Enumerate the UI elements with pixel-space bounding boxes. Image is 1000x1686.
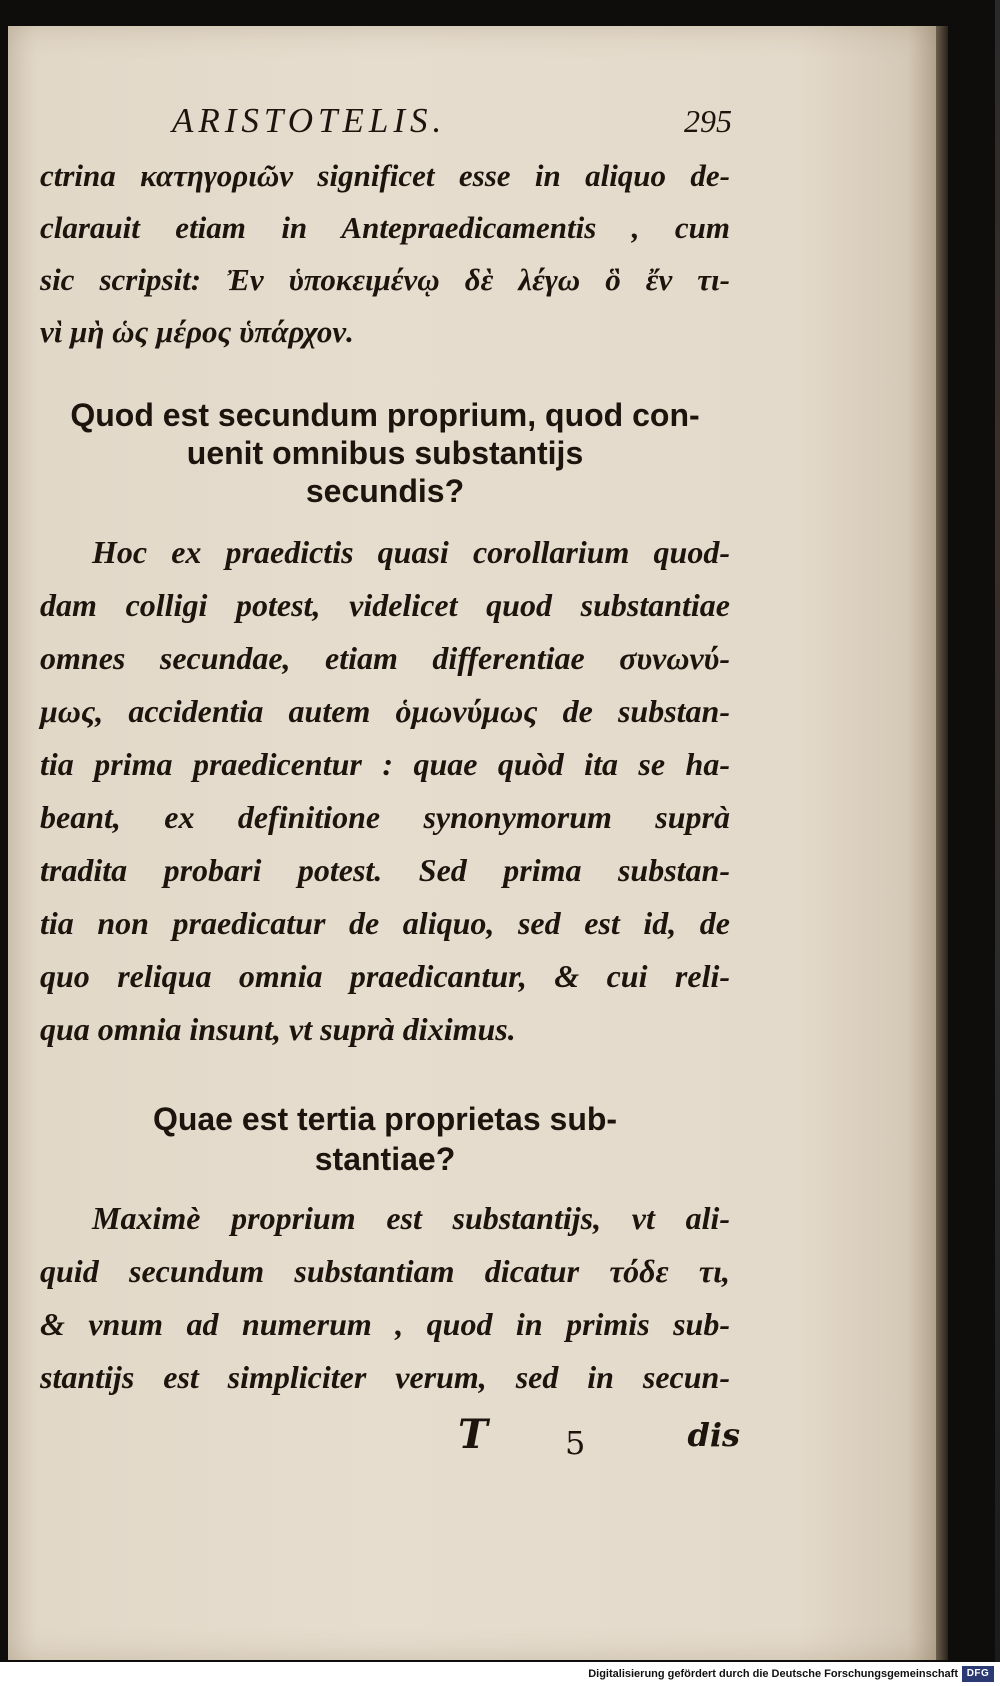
text-line: tia prima praedicentur : quae quòd ita se ha- [40,746,730,782]
question-heading-2 [40,1099,730,1179]
page-number: 295 [684,103,732,139]
catchword: dis [687,1416,740,1454]
text-line: dam colligi potest, videlicet quod substantiae [40,587,730,623]
text-line: quo reliqua omnia praedicantur, & cui reli- [40,958,730,994]
text-line: sic scripsit: Ἐν ὑποκειμένῳ δὲ λέγω ὃ ἔν τι- [40,262,730,297]
text-line: quid secundum substantiam dicatur τόδε τι, [40,1253,730,1289]
text-line: stantijs est simpliciter verum, sed in secun- [40,1359,730,1395]
catchline [40,1405,740,1465]
heading-line: Quod est secundum proprium, quod con- [70,397,700,433]
text-line: ctrina κατηγοριῶν significet esse in aliquo de- [40,158,730,193]
text-line: beant, ex definitione synonymorum suprà [40,799,730,835]
text-line: νὶ μὴ ὡς μέρος ὑπάρχον. [40,314,354,349]
signature-mark: T [458,1411,488,1458]
running-head [172,98,732,144]
funding-credit: Digitalisierung gefördert durch die Deutsche Forschungsgemeinschaft [588,1668,958,1680]
text-block-3 [40,1192,730,1404]
text-block-2 [40,526,730,1056]
heading-line: Quae est tertia proprietas sub- [152,1101,618,1137]
text-line: Hoc ex praedictis quasi corollarium quod- [92,534,730,570]
text-block-1 [40,150,730,358]
signature-number: 5 [565,1424,586,1462]
text-line: tia non praedicatur de aliquo, sed est id, de [40,905,730,941]
running-title: ARISTOTELIS. [172,101,447,140]
text-line: Maximè proprium est substantijs, vt ali- [92,1200,730,1236]
text-line: qua omnia insunt, vt suprà diximus. [40,1011,516,1047]
heading-line: uenit omnibus substantijs [186,435,584,471]
page-gutter-shadow [936,26,948,1660]
scan-color-strip [995,0,1000,1662]
text-line: μως, accidentia autem ὁμωνύμως de substan- [40,693,730,729]
dfg-logo-icon[interactable]: DFG [962,1666,994,1682]
question-heading-1 [40,396,730,510]
text-line: clarauit etiam in Antepraedicamentis , cum [40,210,730,245]
heading-line: secundis? [305,473,465,509]
heading-line: stantiae? [314,1141,456,1177]
text-line: & vnum ad numerum , quod in primis sub- [40,1306,730,1342]
text-line: tradita probari potest. Sed prima substan- [40,852,730,888]
footer-band [0,1662,1000,1686]
text-line: omnes secundae, etiam differentiae συνωνύ- [40,640,730,676]
